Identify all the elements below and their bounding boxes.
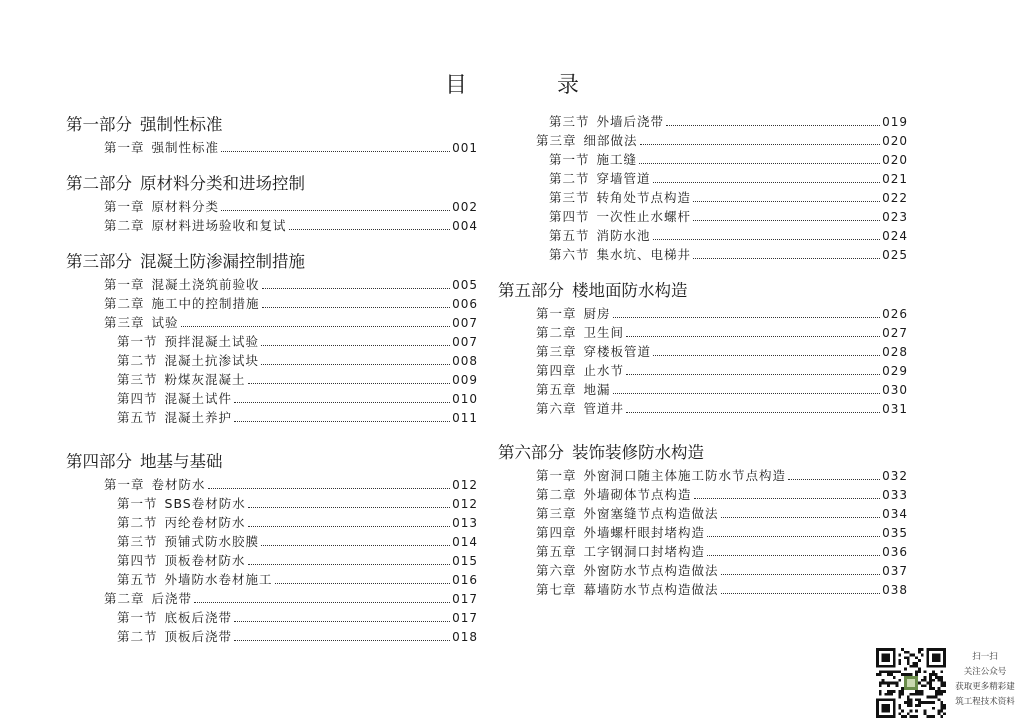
page-number: 011 bbox=[452, 411, 478, 425]
toc-section-entry[interactable] bbox=[66, 608, 478, 627]
entry-label bbox=[104, 589, 192, 608]
page-number: 012 bbox=[452, 478, 478, 492]
dot-leader bbox=[626, 336, 880, 337]
toc-chapter-entry[interactable] bbox=[498, 466, 908, 485]
dot-leader bbox=[248, 564, 451, 565]
chapter-number: 第六章 bbox=[536, 563, 577, 578]
page-number: 008 bbox=[452, 354, 478, 368]
section-number: 第四节 bbox=[549, 209, 590, 224]
dot-leader bbox=[721, 517, 881, 518]
chapter-number: 第五章 bbox=[536, 544, 577, 559]
toc-chapter-entry[interactable] bbox=[66, 197, 478, 216]
section-number: 第三节 bbox=[549, 114, 590, 129]
entry-label bbox=[117, 494, 246, 513]
section-title: 预拌混凝土试验 bbox=[164, 334, 260, 349]
entry-label bbox=[117, 608, 232, 627]
entry-label bbox=[549, 245, 691, 264]
dot-leader bbox=[275, 583, 451, 584]
entry-label bbox=[549, 150, 637, 169]
toc-chapter-entry[interactable] bbox=[498, 361, 908, 380]
page-number: 004 bbox=[452, 219, 478, 233]
page-number: 035 bbox=[882, 526, 908, 540]
dot-leader bbox=[262, 307, 451, 308]
page-number: 025 bbox=[882, 248, 908, 262]
page-title: 目 录 bbox=[444, 73, 613, 98]
section-title: 混凝土试件 bbox=[164, 391, 233, 406]
part-title: 装饰装修防水构造 bbox=[572, 443, 704, 462]
page-number: 030 bbox=[882, 383, 908, 397]
entry-label bbox=[117, 627, 232, 646]
toc-chapter-entry[interactable] bbox=[498, 131, 908, 150]
entry-label bbox=[117, 351, 259, 370]
chapter-number: 第二章 bbox=[104, 591, 145, 606]
dot-leader bbox=[261, 545, 450, 546]
dot-leader bbox=[234, 421, 450, 422]
chapter-title: 原材料进场验收和复试 bbox=[151, 218, 287, 233]
section-number: 第五节 bbox=[549, 228, 590, 243]
chapter-title: 穿楼板管道 bbox=[583, 344, 652, 359]
entry-label bbox=[536, 485, 692, 504]
toc-section-entry[interactable] bbox=[498, 226, 908, 245]
chapter-number: 第一章 bbox=[104, 199, 145, 214]
toc-left-column bbox=[66, 112, 478, 646]
entry-label bbox=[117, 389, 232, 408]
entry-label bbox=[549, 226, 651, 245]
section-title: 丙纶卷材防水 bbox=[164, 515, 246, 530]
dot-leader bbox=[626, 374, 880, 375]
chapter-title: 地漏 bbox=[583, 382, 611, 397]
entry-label bbox=[536, 342, 651, 361]
page-number: 031 bbox=[882, 402, 908, 416]
toc-section-entry[interactable] bbox=[498, 112, 908, 131]
chapter-number: 第三章 bbox=[536, 506, 577, 521]
dot-leader bbox=[221, 151, 450, 152]
chapter-number: 第一章 bbox=[104, 477, 145, 492]
section-title: 顶板后浇带 bbox=[164, 629, 233, 644]
section-number: 第四节 bbox=[117, 391, 158, 406]
page-number: 022 bbox=[882, 191, 908, 205]
chapter-title: 管道井 bbox=[583, 401, 625, 416]
chapter-number: 第二章 bbox=[536, 487, 577, 502]
chapter-title: 施工中的控制措施 bbox=[151, 296, 260, 311]
dot-leader bbox=[248, 507, 450, 508]
toc-section-entry[interactable] bbox=[66, 408, 478, 427]
toc-section-entry[interactable] bbox=[66, 389, 478, 408]
toc-section-entry[interactable] bbox=[66, 532, 478, 551]
entry-label bbox=[117, 408, 232, 427]
chapter-title: 试验 bbox=[151, 315, 179, 330]
chapter-title: 幕墙防水节点构造做法 bbox=[583, 582, 719, 597]
toc-section-entry[interactable] bbox=[498, 169, 908, 188]
page-number: 027 bbox=[882, 326, 908, 340]
toc-chapter-entry[interactable] bbox=[66, 313, 478, 332]
entry-label bbox=[549, 169, 651, 188]
page-number: 024 bbox=[882, 229, 908, 243]
entry-label bbox=[549, 207, 691, 226]
page-number: 009 bbox=[452, 373, 478, 387]
entry-label bbox=[536, 361, 624, 380]
dot-leader bbox=[234, 640, 450, 641]
spacer bbox=[498, 264, 908, 278]
toc-chapter-entry[interactable] bbox=[66, 138, 478, 157]
section-title: 外墙后浇带 bbox=[596, 114, 665, 129]
chapter-title: 止水节 bbox=[583, 363, 625, 378]
chapter-number: 第一章 bbox=[536, 468, 577, 483]
page-number: 016 bbox=[452, 573, 478, 587]
entry-label bbox=[536, 523, 705, 542]
chapter-title: 卷材防水 bbox=[151, 477, 206, 492]
entry-label bbox=[536, 580, 719, 599]
section-title: 施工缝 bbox=[596, 152, 638, 167]
toc-chapter-entry[interactable] bbox=[66, 294, 478, 313]
entry-label bbox=[549, 112, 664, 131]
chapter-title: 工字钢洞口封堵构造 bbox=[583, 544, 706, 559]
toc-section-entry[interactable] bbox=[66, 351, 478, 370]
page-number: 013 bbox=[452, 516, 478, 530]
page-number: 017 bbox=[452, 611, 478, 625]
entry-label bbox=[104, 138, 219, 157]
toc-section-entry[interactable] bbox=[498, 150, 908, 169]
toc-part-heading bbox=[66, 449, 478, 475]
dot-leader bbox=[694, 498, 881, 499]
page-number: 012 bbox=[452, 497, 478, 511]
section-number: 第三节 bbox=[549, 190, 590, 205]
page-number: 023 bbox=[882, 210, 908, 224]
part-title: 混凝土防渗漏控制措施 bbox=[140, 252, 305, 271]
toc-part-heading bbox=[498, 278, 908, 304]
toc-section-entry[interactable] bbox=[66, 370, 478, 389]
toc-section-entry[interactable] bbox=[66, 332, 478, 351]
section-title: 混凝土养护 bbox=[164, 410, 233, 425]
section-number: 第三节 bbox=[117, 534, 158, 549]
chapter-number: 第四章 bbox=[536, 525, 577, 540]
entry-label bbox=[117, 532, 259, 551]
toc-chapter-entry[interactable] bbox=[498, 542, 908, 561]
dot-leader bbox=[707, 536, 880, 537]
chapter-title: 原材料分类 bbox=[151, 199, 220, 214]
part-number: 第四部分 bbox=[66, 452, 132, 471]
section-number: 第四节 bbox=[117, 553, 158, 568]
entry-label bbox=[536, 561, 719, 580]
toc-part-heading bbox=[66, 171, 478, 197]
dot-leader bbox=[721, 574, 881, 575]
page-number: 037 bbox=[882, 564, 908, 578]
toc-chapter-entry[interactable] bbox=[498, 304, 908, 323]
dot-leader bbox=[788, 479, 880, 480]
toc-part-heading bbox=[498, 440, 908, 466]
section-number: 第二节 bbox=[117, 515, 158, 530]
toc-chapter-entry[interactable] bbox=[66, 475, 478, 494]
part-number: 第三部分 bbox=[66, 252, 132, 271]
entry-label bbox=[536, 542, 705, 561]
toc-chapter-entry[interactable] bbox=[498, 399, 908, 418]
toc-part-heading bbox=[66, 249, 478, 275]
dot-leader bbox=[248, 526, 451, 527]
section-title: 顶板卷材防水 bbox=[164, 553, 246, 568]
section-number: 第三节 bbox=[117, 372, 158, 387]
section-number: 第一节 bbox=[117, 610, 158, 625]
qr-code-icon bbox=[876, 648, 946, 718]
chapter-title: 外墙螺杆眼封堵构造 bbox=[583, 525, 706, 540]
page-number: 007 bbox=[452, 335, 478, 349]
page-number: 029 bbox=[882, 364, 908, 378]
dot-leader bbox=[261, 345, 450, 346]
chapter-number: 第七章 bbox=[536, 582, 577, 597]
toc-section-entry[interactable] bbox=[66, 513, 478, 532]
dot-leader bbox=[234, 621, 450, 622]
section-number: 第五节 bbox=[117, 410, 158, 425]
chapter-number: 第一章 bbox=[536, 306, 577, 321]
section-number: 第一节 bbox=[117, 496, 158, 511]
dot-leader bbox=[613, 317, 881, 318]
toc-right-column bbox=[498, 112, 908, 599]
page-number: 036 bbox=[882, 545, 908, 559]
toc-section-entry[interactable] bbox=[66, 551, 478, 570]
chapter-title: 厨房 bbox=[583, 306, 611, 321]
toc-part-heading bbox=[66, 112, 478, 138]
chapter-title: 后浇带 bbox=[151, 591, 193, 606]
chapter-number: 第四章 bbox=[536, 363, 577, 378]
section-number: 第六节 bbox=[549, 247, 590, 262]
part-title: 地基与基础 bbox=[140, 452, 223, 471]
section-number: 第一节 bbox=[117, 334, 158, 349]
part-number: 第一部分 bbox=[66, 115, 132, 134]
dot-leader bbox=[626, 412, 880, 413]
page-number: 018 bbox=[452, 630, 478, 644]
section-title: 一次性止水螺杆 bbox=[596, 209, 692, 224]
dot-leader bbox=[693, 220, 880, 221]
chapter-number: 第六章 bbox=[536, 401, 577, 416]
chapter-title: 外窗塞缝节点构造做法 bbox=[583, 506, 719, 521]
entry-label bbox=[104, 475, 206, 494]
qr-caption-line: 筑工程技术资料 bbox=[955, 697, 1015, 707]
entry-label bbox=[117, 570, 273, 589]
dot-leader bbox=[640, 144, 881, 145]
page-number: 010 bbox=[452, 392, 478, 406]
dot-leader bbox=[221, 210, 450, 211]
chapter-number: 第三章 bbox=[536, 344, 577, 359]
dot-leader bbox=[639, 163, 880, 164]
toc-section-entry[interactable] bbox=[66, 627, 478, 646]
page-number: 033 bbox=[882, 488, 908, 502]
spacer bbox=[498, 418, 908, 440]
dot-leader bbox=[289, 229, 451, 230]
chapter-number: 第一章 bbox=[104, 277, 145, 292]
chapter-title: 外窗洞口随主体施工防水节点构造 bbox=[583, 468, 787, 483]
toc-chapter-entry[interactable] bbox=[498, 323, 908, 342]
chapter-number: 第二章 bbox=[104, 218, 145, 233]
section-title: 消防水池 bbox=[596, 228, 651, 243]
entry-label bbox=[536, 304, 611, 323]
page-number: 020 bbox=[882, 134, 908, 148]
page-number: 015 bbox=[452, 554, 478, 568]
page-number: 034 bbox=[882, 507, 908, 521]
toc-section-entry[interactable] bbox=[498, 245, 908, 264]
part-title: 原材料分类和进场控制 bbox=[140, 174, 305, 193]
dot-leader bbox=[613, 393, 881, 394]
toc-chapter-entry[interactable] bbox=[498, 342, 908, 361]
entry-label bbox=[549, 188, 691, 207]
part-number: 第二部分 bbox=[66, 174, 132, 193]
chapter-title: 外窗防水节点构造做法 bbox=[583, 563, 719, 578]
dot-leader bbox=[653, 182, 881, 183]
qr-caption-line: 扫一扫 bbox=[972, 652, 998, 662]
qr-caption bbox=[950, 650, 1020, 710]
entry-label bbox=[117, 513, 246, 532]
chapter-title: 细部做法 bbox=[583, 133, 638, 148]
section-number: 第二节 bbox=[117, 629, 158, 644]
toc-chapter-entry[interactable] bbox=[66, 216, 478, 235]
entry-label bbox=[104, 313, 179, 332]
entry-label bbox=[536, 131, 638, 150]
chapter-title: 强制性标准 bbox=[151, 140, 220, 155]
entry-label bbox=[536, 380, 611, 399]
toc-chapter-entry[interactable] bbox=[498, 523, 908, 542]
spacer bbox=[66, 235, 478, 249]
page-number: 028 bbox=[882, 345, 908, 359]
page-number: 007 bbox=[452, 316, 478, 330]
page-number: 005 bbox=[452, 278, 478, 292]
section-title: SBS卷材防水 bbox=[164, 496, 246, 511]
section-title: 穿墙管道 bbox=[596, 171, 651, 186]
page-number: 038 bbox=[882, 583, 908, 597]
page-number: 017 bbox=[452, 592, 478, 606]
spacer bbox=[66, 157, 478, 171]
chapter-number: 第一章 bbox=[104, 140, 145, 155]
entry-label bbox=[104, 294, 260, 313]
part-number: 第五部分 bbox=[498, 281, 564, 300]
toc-section-entry[interactable] bbox=[66, 494, 478, 513]
dot-leader bbox=[653, 355, 880, 356]
chapter-number: 第三章 bbox=[536, 133, 577, 148]
chapter-title: 卫生间 bbox=[583, 325, 625, 340]
entry-label bbox=[104, 275, 260, 294]
page-number: 021 bbox=[882, 172, 908, 186]
dot-leader bbox=[666, 125, 880, 126]
dot-leader bbox=[693, 258, 880, 259]
dot-leader bbox=[693, 201, 880, 202]
toc-section-entry[interactable] bbox=[498, 188, 908, 207]
chapter-title: 外墙砌体节点构造 bbox=[583, 487, 692, 502]
toc-section-entry[interactable] bbox=[498, 207, 908, 226]
dot-leader bbox=[234, 402, 450, 403]
section-number: 第一节 bbox=[549, 152, 590, 167]
page-number: 032 bbox=[882, 469, 908, 483]
toc-chapter-entry[interactable] bbox=[498, 380, 908, 399]
page-number: 002 bbox=[452, 200, 478, 214]
part-title: 楼地面防水构造 bbox=[572, 281, 688, 300]
dot-leader bbox=[707, 555, 880, 556]
entry-label bbox=[117, 332, 259, 351]
page-number: 020 bbox=[882, 153, 908, 167]
qr-caption-line: 获取更多精彩建 bbox=[955, 682, 1015, 692]
entry-label bbox=[536, 504, 719, 523]
page-number: 006 bbox=[452, 297, 478, 311]
section-title: 转角处节点构造 bbox=[596, 190, 692, 205]
dot-leader bbox=[208, 488, 451, 489]
part-title: 强制性标准 bbox=[140, 115, 223, 134]
section-title: 底板后浇带 bbox=[164, 610, 233, 625]
entry-label bbox=[536, 466, 786, 485]
chapter-number: 第五章 bbox=[536, 382, 577, 397]
dot-leader bbox=[653, 239, 881, 240]
chapter-number: 第二章 bbox=[104, 296, 145, 311]
section-title: 集水坑、电梯井 bbox=[596, 247, 692, 262]
chapter-title: 混凝土浇筑前验收 bbox=[151, 277, 260, 292]
page-number: 014 bbox=[452, 535, 478, 549]
dot-leader bbox=[181, 326, 451, 327]
section-number: 第五节 bbox=[117, 572, 158, 587]
dot-leader bbox=[261, 364, 450, 365]
chapter-number: 第二章 bbox=[536, 325, 577, 340]
section-title: 外墙防水卷材施工 bbox=[164, 572, 273, 587]
page-number: 001 bbox=[452, 141, 478, 155]
qr-caption-line: 关注公众号 bbox=[963, 667, 1007, 677]
entry-label bbox=[117, 370, 246, 389]
toc-chapter-entry[interactable] bbox=[498, 561, 908, 580]
toc-chapter-entry[interactable] bbox=[498, 504, 908, 523]
entry-label bbox=[536, 323, 624, 342]
section-number: 第二节 bbox=[117, 353, 158, 368]
toc-chapter-entry[interactable] bbox=[66, 275, 478, 294]
chapter-number: 第三章 bbox=[104, 315, 145, 330]
toc-chapter-entry[interactable] bbox=[66, 589, 478, 608]
entry-label bbox=[536, 399, 624, 418]
dot-leader bbox=[721, 593, 881, 594]
section-title: 混凝土抗渗试块 bbox=[164, 353, 260, 368]
section-title: 预铺式防水胶膜 bbox=[164, 534, 260, 549]
page-number: 019 bbox=[882, 115, 908, 129]
toc-section-entry[interactable] bbox=[66, 570, 478, 589]
dot-leader bbox=[262, 288, 451, 289]
dot-leader bbox=[194, 602, 450, 603]
part-number: 第六部分 bbox=[498, 443, 564, 462]
section-number: 第二节 bbox=[549, 171, 590, 186]
page-number: 026 bbox=[882, 307, 908, 321]
entry-label bbox=[104, 197, 219, 216]
section-title: 粉煤灰混凝土 bbox=[164, 372, 246, 387]
dot-leader bbox=[248, 383, 451, 384]
spacer bbox=[66, 427, 478, 449]
entry-label bbox=[117, 551, 246, 570]
toc-chapter-entry[interactable] bbox=[498, 485, 908, 504]
entry-label bbox=[104, 216, 287, 235]
toc-chapter-entry[interactable] bbox=[498, 580, 908, 599]
